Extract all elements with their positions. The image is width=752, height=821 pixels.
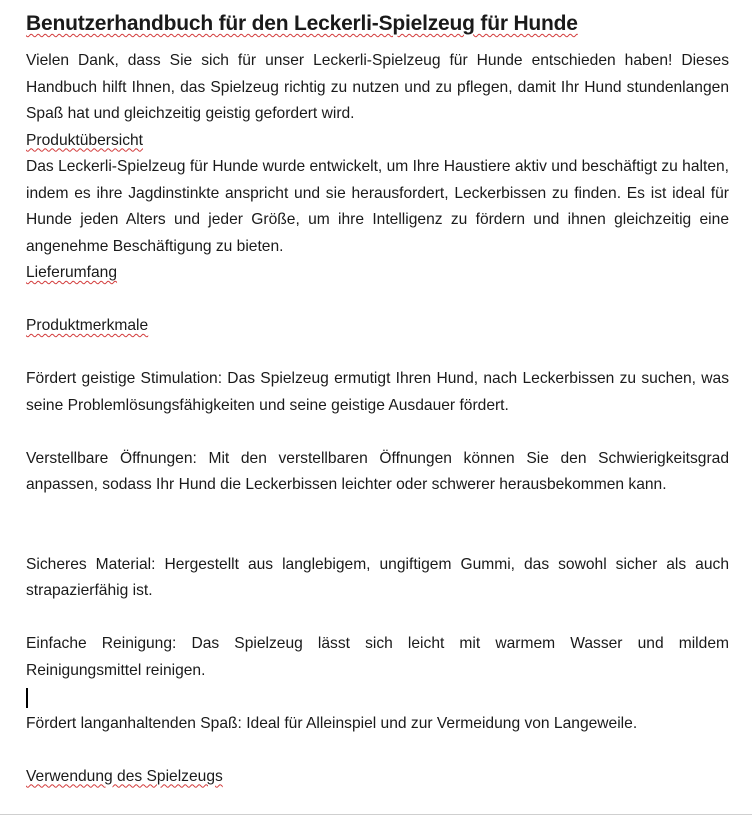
empty-line[interactable] [26,737,729,764]
empty-line[interactable] [26,419,729,446]
heading-usage-text[interactable]: Verwendung des Spielzeugs [26,767,223,785]
heading-usage[interactable] [26,764,729,791]
document-title[interactable]: Benutzerhandbuch für den Leckerli-Spielzeug für Hunde [26,12,578,35]
heading-delivery-scope[interactable] [26,260,729,287]
feature-mental-stimulation[interactable]: Fördert geistige Stimulation: Das Spielzeug ermutigt Ihren Hund, nach Leckerbissen zu suchen, was seine Problemlösungsfähigkeiten und seine geistige Ausdauer fördert. [26,370,729,414]
feature-easy-cleaning[interactable]: Einfache Reinigung: Das Spielzeug lässt sich leicht mit warmem Wasser und mildem Reinigungsmittel reinigen. [26,635,729,679]
heading-delivery-scope-text[interactable]: Lieferumfang [26,264,118,281]
text-cursor [26,688,28,708]
heading-product-overview[interactable]: Produktübersicht [26,131,144,149]
empty-line[interactable] [26,287,729,314]
empty-line[interactable] [26,340,729,367]
overview-paragraph[interactable]: Das Leckerli-Spielzeug für Hunde wurde entwickelt, um Ihre Haustiere aktiv und beschäftigt zu halten, indem es ihre Jagdinstinkte anspricht und sie herausfordert, Leckerbissen zu finden. Es ist ideal für Hunde jeden Alters und jeder Größe, um ihre Intelligenz zu fördern und ihnen gleichzeitig eine angenehme Beschäftigung zu bieten. [26,158,729,255]
feature-adjustable-openings[interactable]: Verstellbare Öffnungen: Mit den verstellbaren Öffnungen können Sie den Schwierigkeitsgrad anpassen, sodass Ihr Hund die Leckerbissen leichter oder schwerer herausbekommen kann. [26,449,729,493]
document-page[interactable] [26,10,729,790]
feature-lasting-fun[interactable]: Fördert langanhaltenden Spaß: Ideal für Alleinspiel und zur Vermeidung von Langeweile. [26,714,638,732]
heading-product-features[interactable] [26,313,729,340]
page-bottom-divider [0,814,752,815]
intro-paragraph[interactable]: Vielen Dank, dass Sie sich für unser Leckerli-Spielzeug für Hunde entschieden haben! Dieses Handbuch hilft Ihnen, das Spielzeug richtig zu nutzen und zu pflegen, damit Ihr Hund stundenlangen Spaß hat und gleichzeitig geistig gefordert wird. [26,52,729,122]
empty-line-with-cursor[interactable] [26,684,729,711]
empty-line[interactable] [26,605,729,632]
feature-safe-material[interactable]: Sicheres Material: Hergestellt aus langlebigem, ungiftigem Gummi, das sowohl sicher als auch strapazierfähig ist. [26,555,729,599]
heading-product-features-text[interactable]: Produktmerkmale [26,317,149,334]
empty-lines[interactable] [26,499,729,552]
